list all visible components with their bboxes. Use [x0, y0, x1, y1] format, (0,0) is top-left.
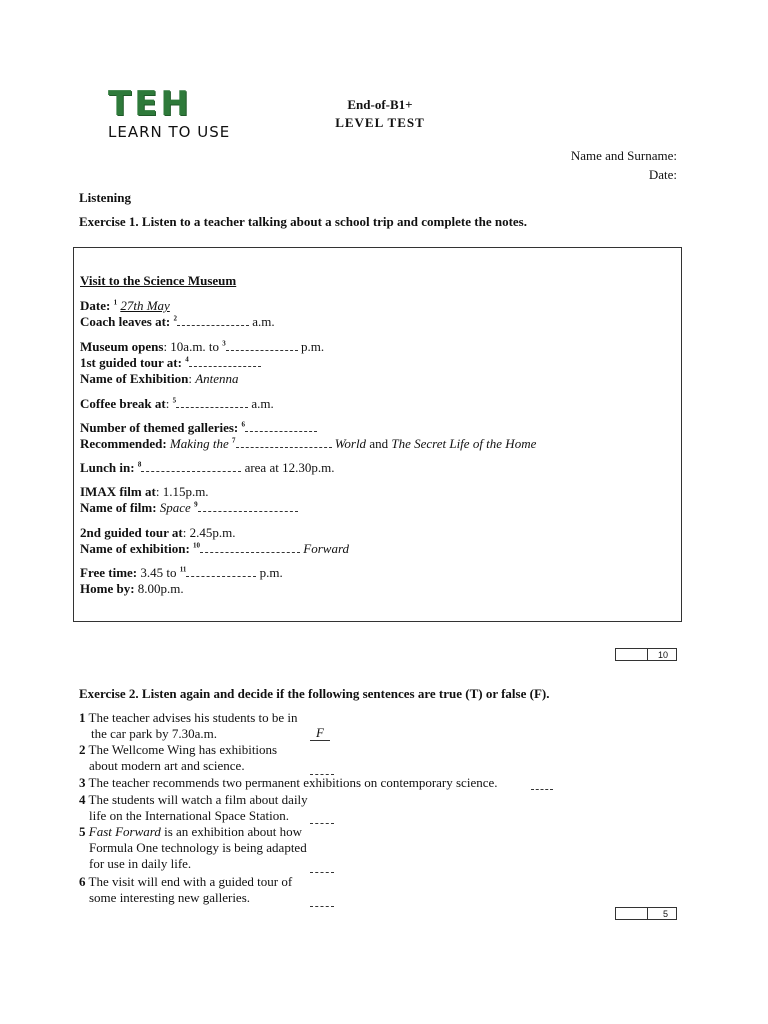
title-line-1: End-of-B1+	[347, 97, 413, 112]
answer-4[interactable]	[310, 813, 334, 824]
title-line-2: LEVEL TEST	[335, 115, 425, 130]
answer-2[interactable]	[310, 764, 334, 775]
notes-tour1-line: 1st guided tour at: $^4$	[80, 355, 261, 371]
exercise1-notes-box	[73, 247, 682, 622]
answer-6[interactable]	[310, 896, 334, 907]
notes-galleries-line: Number of themed galleries: $^6$	[80, 420, 317, 436]
notes-film-line: Name of film: Space $^9$	[80, 500, 298, 516]
date-answer: 27th May	[120, 298, 170, 313]
list-item: 6 The visit will end with a guided tour of some interesting new galleries.	[79, 874, 293, 905]
list-item: 1 The teacher advises his students to be in the car park by 7.30a.m.	[79, 710, 298, 741]
blank-6[interactable]	[245, 421, 317, 432]
exercise1-score: 10	[657, 650, 668, 660]
blank-7[interactable]	[236, 437, 332, 448]
notes-coffee-line: Coffee break at: $^5$ a.m.	[80, 396, 274, 411]
blank-11[interactable]	[186, 566, 256, 577]
section-listening: Listening	[79, 190, 132, 205]
notes-imax-line: IMAX film at: 1.15p.m.	[80, 484, 209, 499]
exercise1-instruction: Exercise 1. Listen to a teacher talking about a school trip and complete the notes.	[79, 214, 527, 229]
blank-3[interactable]	[226, 340, 298, 351]
list-item: 2 The Wellcome Wing has exhibitions about modern art and science.	[79, 742, 278, 773]
blank-8[interactable]	[141, 461, 241, 472]
notes-lunch-line: Lunch in: $^8$ area at 12.30p.m.	[80, 460, 335, 475]
notes-home-line: Home by: 8.00p.m.	[80, 581, 184, 596]
notes-opens-line: Museum opens: 10a.m. to $^3$ p.m.	[80, 339, 325, 354]
notes-tour2-line: 2nd guided tour at: 2.45p.m.	[80, 525, 236, 540]
notes-heading: Visit to the Science Museum	[80, 273, 237, 288]
exercise2-score: 5	[662, 909, 668, 919]
logo-brand: TEH	[108, 84, 192, 124]
notes-coach-line: Coach leaves at: $^2$ a.m.	[80, 314, 275, 329]
list-item: 5 Fast Forward is an exhibition about how Formula One technology is being adapted for use in daily life.	[79, 824, 307, 871]
blank-5[interactable]	[176, 397, 248, 408]
blank-4[interactable]	[189, 356, 261, 367]
exercise1-score-box	[615, 648, 677, 661]
notes-recommended-line: Recommended: Making the $^7$ World and The Secret Life of the Home	[80, 436, 537, 451]
answer-3[interactable]	[531, 779, 553, 790]
notes-exhibition-line: Name of Exhibition: Antenna	[80, 371, 239, 386]
blank-2[interactable]	[177, 315, 249, 326]
logo-tagline: LEARN TO USE	[108, 123, 231, 141]
list-item: 4 The students will watch a film about daily life on the International Space Station.	[79, 792, 308, 823]
answer-1[interactable]: F	[310, 726, 330, 741]
blank-10[interactable]	[200, 542, 300, 553]
blank-9[interactable]	[198, 501, 298, 512]
answer-5[interactable]	[310, 862, 334, 873]
notes-exhib2-line: Name of exhibition: $^{10}$ Forward	[80, 541, 350, 556]
test-title	[300, 96, 460, 132]
notes-date-line: Date: $^1$ 27th May	[80, 298, 170, 313]
date-label: Date:	[648, 167, 677, 182]
exercise2-instruction: Exercise 2. Listen again and decide if the following sentences are true (T) or false (F).	[79, 686, 550, 701]
teh-logo	[108, 86, 238, 146]
list-item: 3 The teacher recommends two permanent exhibitions on contemporary science.	[79, 775, 498, 790]
exercise2-score-box	[615, 907, 677, 920]
notes-free-line: Free time: 3.45 to $^{11}$ p.m.	[80, 565, 283, 580]
name-label: Name and Surname:	[570, 148, 677, 163]
